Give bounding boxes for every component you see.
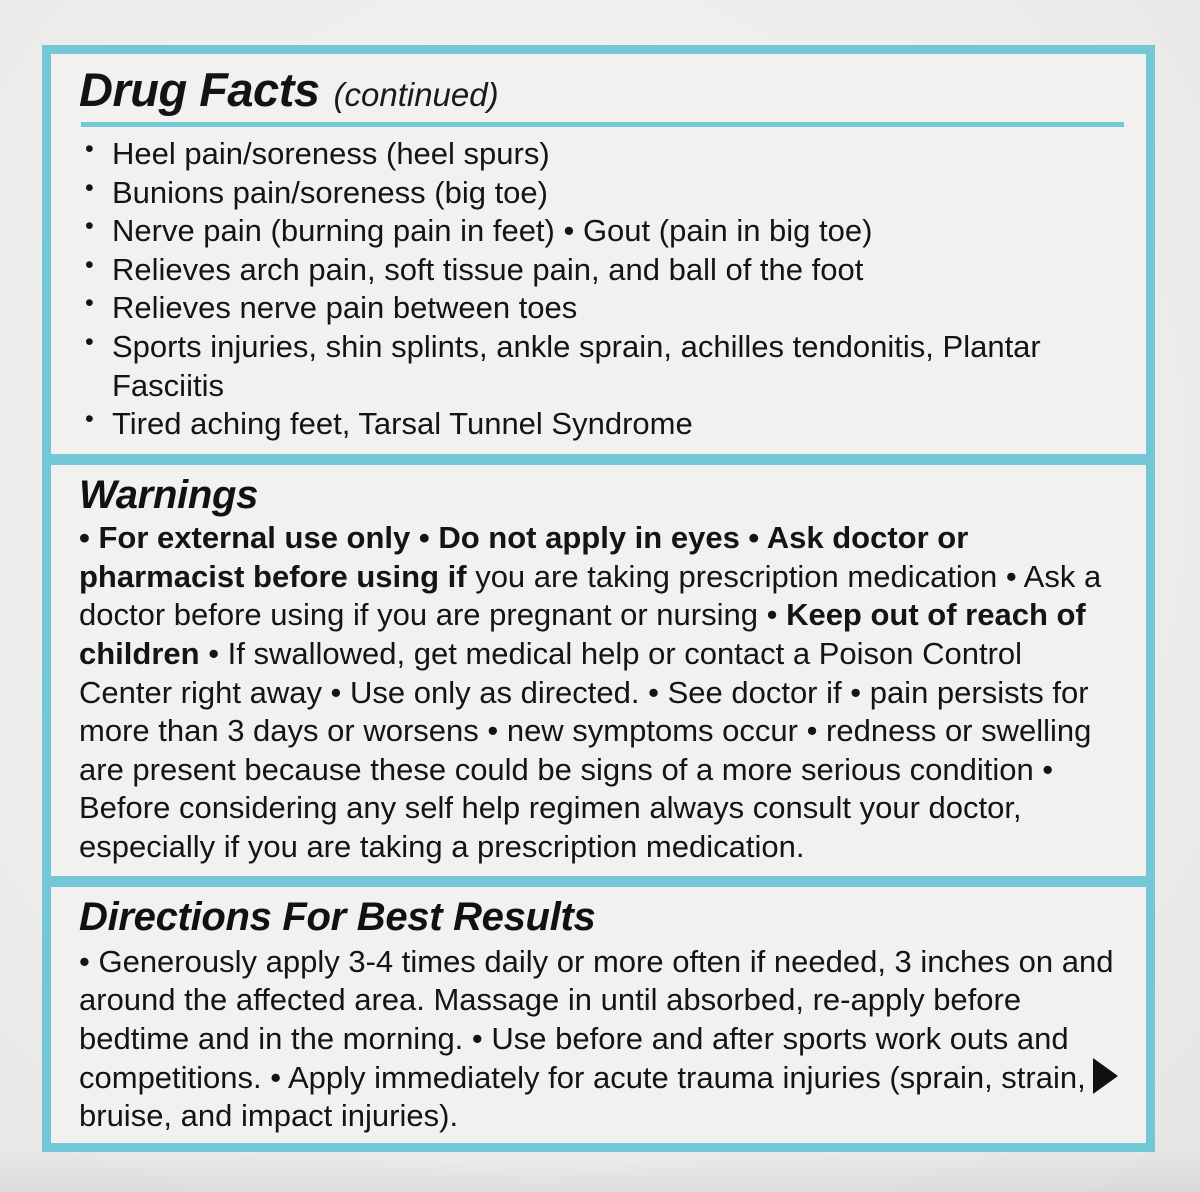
text-run: you are taking prescription medication • Ask a doctor before using if you are pregnant or nursing •: [79, 558, 1102, 633]
list-item: • Relieves nerve pain between toes: [81, 289, 1146, 328]
list-item: • Sports injuries, shin splints, ankle sprain, achilles tendonitis, Plantar Fasciitis: [81, 328, 1146, 405]
list-item: • Heel pain/soreness (heel spurs): [81, 135, 1146, 174]
drug-facts-header: [51, 54, 1146, 116]
section-divider: [51, 454, 1146, 465]
text-run: • Generously apply 3-4 times daily or more often if needed, 3 inches on and around the affected area. Massage in until absorbed, re-apply before bedtime and in the morning. • Use before and after sports work outs and competitions. • Apply immediately for acute trauma injuries (sprain, strain, bruise, and impact injuries).: [79, 943, 1114, 1134]
directions-section: [51, 887, 1146, 1145]
bold-run: • For external use only • Do not apply in eyes • Ask doctor or pharmacist before using if: [79, 520, 969, 594]
directions-title: Directions For Best Results: [79, 895, 596, 940]
uses-list: [51, 127, 1146, 454]
warnings-title: Warnings: [79, 472, 259, 517]
warnings-section: [51, 465, 1146, 877]
directions-body: [51, 939, 1146, 1146]
warnings-body: [51, 516, 1146, 876]
continuation-arrow-icon: [1093, 1058, 1118, 1094]
continued-note: (continued): [333, 76, 499, 113]
text-run: • If swallowed, get medical help or contact a Poison Control Center right away • Use only as directed. • See doctor if • pain persists for more than 3 days or worsens • new symptoms occur • redness or swelling are present because these could be signs of a more serious condition • Before considering any self help regimen always consult your doctor, especially if you are taking a prescription medication.: [79, 635, 1092, 864]
page-title: Drug Facts: [79, 63, 320, 116]
list-item: • Bunions pain/soreness (big toe): [81, 174, 1146, 213]
bold-run: Keep out of reach of children: [79, 597, 1086, 671]
drug-facts-panel: [42, 45, 1155, 1152]
list-item: • Nerve pain (burning pain in feet) • Gout (pain in big toe): [81, 212, 1146, 251]
list-item: • Tired aching feet, Tarsal Tunnel Syndrome: [81, 405, 1146, 444]
section-divider: [51, 876, 1146, 887]
uses-section: [51, 54, 1146, 454]
list-item: • Relieves arch pain, soft tissue pain, and ball of the foot: [81, 251, 1146, 290]
